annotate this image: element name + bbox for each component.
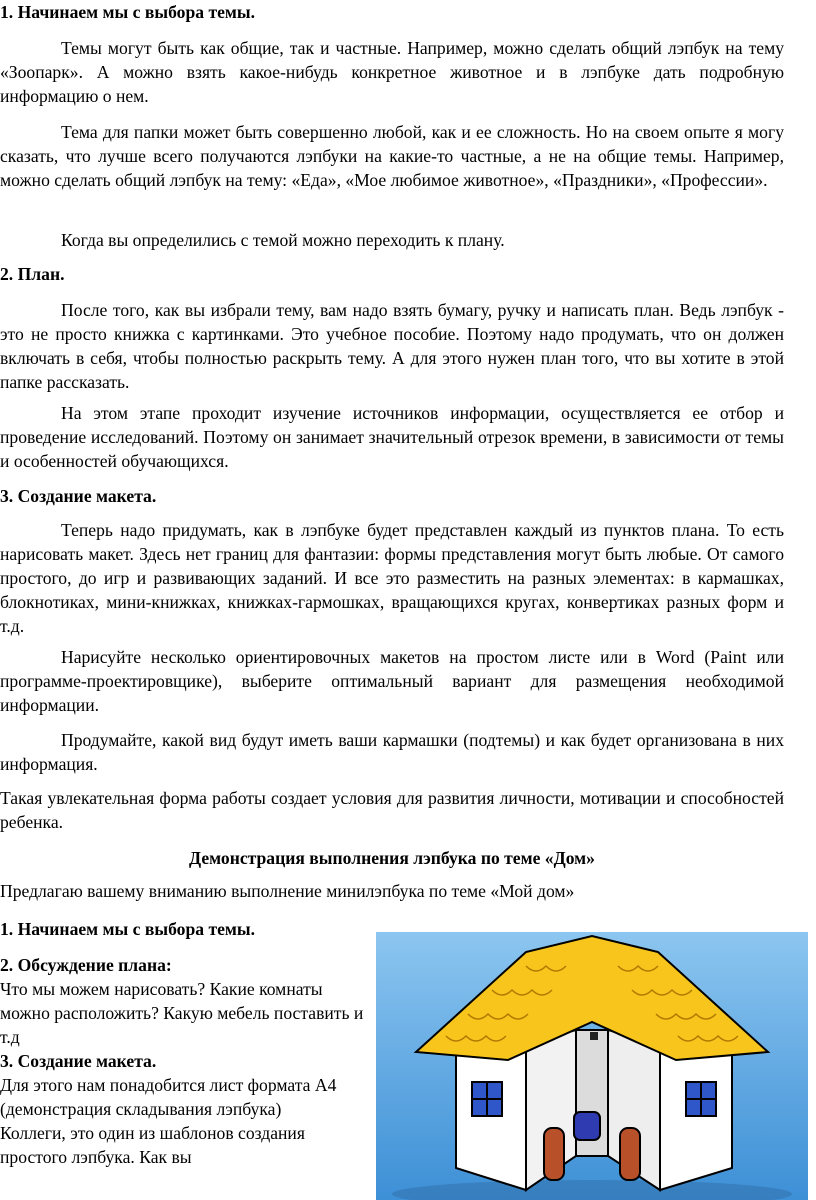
summary-paragraph: Такая увлекательная форма работы создает условия для развития личности, мотивации и способностей ребенка.: [0, 788, 784, 832]
right-door: [620, 1128, 640, 1180]
section3-paragraph: Продумайте, какой вид будут иметь ваши кармашки (подтемы) и как будет организована в них информация.: [0, 730, 784, 774]
section2-paragraph: На этом этапе проходит изучение источников информации, осуществляется ее отбор и проведение исследований. Поэтому он занимает значительный отрезок времени, в зависимости от темы и особенностей обучающихся.: [0, 403, 784, 471]
section1-paragraph: Темы могут быть как общие, так и частные. Например, можно сделать общий лэпбук на тему «Зоопарк». А можно взять какое-нибудь конкретное животное и в лэпбуке дать подробную информацию о нем.: [0, 38, 784, 106]
demo-step3-note: (демонстрация складывания лэпбука): [0, 1099, 282, 1119]
left-door: [544, 1128, 564, 1180]
demo-step2-text: Что мы можем нарисовать? Какие комнаты можно расположить? Какую мебель поставить и т.д: [0, 979, 364, 1047]
section3-heading: 3. Создание макета.: [0, 486, 157, 506]
section2-paragraph: После того, как вы избрали тему, вам надо взять бумагу, ручку и написать план. Ведь лэпбук - это не просто книжка с картинками. Это учебное пособие. Поэтому надо продумать, что он должен включать в себя, чтобы полностью раскрыть тему. А для этого нужен план того, что вы хотите в этой папке рассказать.: [0, 300, 784, 392]
section1-heading: 1. Начинаем мы с выбора темы.: [0, 2, 256, 22]
demo-step3-heading: 3. Создание макета.: [0, 1051, 157, 1071]
demo-intro: Предлагаю вашему вниманию выполнение минилэпбука по теме «Мой дом»: [0, 881, 575, 901]
section1-paragraph: Когда вы определились с темой можно переходить к плану.: [61, 230, 505, 250]
demo-step3-text: Для этого нам понадобится лист формата А4: [0, 1075, 337, 1095]
section2-heading: 2. План.: [0, 264, 65, 284]
paper-house-picture: [376, 932, 808, 1200]
demo-step3-more: Коллеги, это один из шаблонов создания простого лэпбука. Как вы: [0, 1123, 305, 1167]
section3-paragraph: Теперь надо придумать, как в лэпбуке будет представлен каждый из пунктов плана. То есть нарисовать макет. Здесь нет границ для фантазии: формы представления могут быть любые. От самого простого, до игр и развивающих заданий. И все это разместить на разных элементах: в кармашках, блокнотиках, мини-книжках, книжках-гармошках, вращающихся кругах, конвертиках разных форм и т.д.: [0, 520, 784, 636]
section3-paragraph: Нарисуйте несколько ориентировочных макетов на простом листе или в Word (Paint или программе-проектировщике), выберите оптимальный вариант для размещения необходимой информации.: [0, 647, 784, 715]
demo-title: Демонстрация выполнения лэпбука по теме «Дом»: [189, 848, 595, 868]
demo-step2-heading: 2. Обсуждение плана:: [0, 955, 172, 975]
demo-steps: [0, 953, 370, 1169]
demo-step1: 1. Начинаем мы с выбора темы.: [0, 919, 256, 939]
armchair: [574, 1112, 600, 1140]
section1-paragraph: Тема для папки может быть совершенно любой, как и ее сложность. Но на своем опыте я могу сказать, что лучше всего получаются лэпбуки на какие-то частные, а не на общие темы. Например, можно сделать общий лэпбук на тему: «Еда», «Мое любимое животное», «Праздники», «Профессии».: [0, 122, 784, 190]
small-window: [590, 1032, 598, 1040]
